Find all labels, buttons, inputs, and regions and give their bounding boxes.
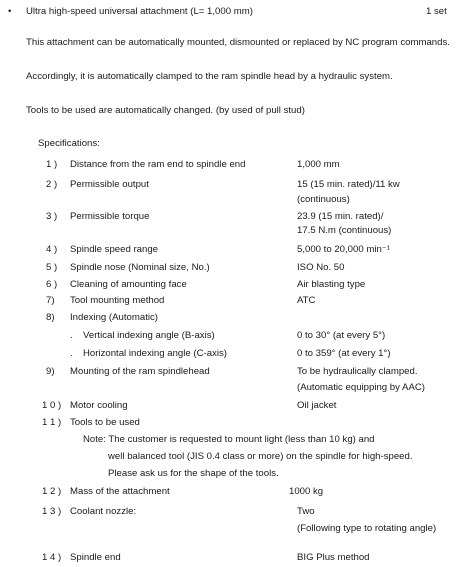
spec-value-continued: 17.5 N.m (continuous) (297, 225, 392, 236)
spec-number: 2 ) (46, 179, 58, 190)
spec-value: BIG Plus method (297, 552, 370, 563)
spec-label: Indexing (Automatic) (70, 312, 158, 323)
spec-value: To be hydraulically clamped. (297, 366, 418, 377)
paragraph-2: Accordingly, it is automatically clamped to the ram spindle head by a hydraulic system. (26, 71, 393, 82)
spec-label: Tools to be used (70, 417, 140, 428)
spec-value: 5,000 to 20,000 min⁻¹ (297, 244, 391, 255)
spec-number: 1 2 ) (42, 486, 62, 497)
spec-value: 0 to 30° (at every 5°) (297, 330, 386, 341)
spec-value: 23.9 (15 min. rated)/ (297, 211, 384, 222)
spec-number: 3 ) (46, 211, 58, 222)
spec-value-continued: (Following type to rotating angle) (297, 523, 437, 534)
spec-value: Oil jacket (297, 400, 337, 411)
paragraph-1: This attachment can be automatically mounted, dismounted or replaced by NC program commands. (26, 37, 450, 48)
spec-label: Coolant nozzle: (70, 506, 137, 517)
spec-value: 1,000 mm (297, 159, 340, 170)
bullet: • (8, 6, 12, 17)
spec-value-continued: (Automatic equipping by AAC) (297, 382, 425, 393)
spec-label: Mounting of the ram spindlehead (70, 366, 210, 377)
document-title: Ultra high-speed universal attachment (L= 1,000 mm) (26, 6, 253, 17)
spec-value: Air blasting type (297, 279, 366, 290)
spec-label: Spindle nose (Nominal size, No.) (70, 262, 210, 273)
spec-label: Tool mounting method (70, 295, 165, 306)
note-line-2: well balanced tool (JIS 0.4 class or more) on the spindle for high-speed. (108, 451, 413, 462)
spec-label: Permissible torque (70, 211, 150, 222)
spec-label: Spindle end (70, 552, 121, 563)
spec-label: Distance from the ram end to spindle end (70, 159, 246, 170)
spec-number: 8) (46, 312, 55, 323)
spec-number: 6 ) (46, 279, 58, 290)
spec-number: 1 0 ) (42, 400, 62, 411)
sub-bullet: . (70, 348, 73, 359)
spec-number: 7) (46, 295, 55, 306)
spec-label: Cleaning of amounting face (70, 279, 187, 290)
note-line-1: Note: The customer is requested to mount light (less than 10 kg) and (83, 434, 375, 445)
spec-value: 15 (15 min. rated)/11 kw (297, 179, 400, 190)
spec-number: 1 4 ) (42, 552, 62, 563)
spec-number: 1 1 ) (42, 417, 62, 428)
spec-label: Permissible output (70, 179, 149, 190)
quantity: 1 set (426, 6, 447, 17)
spec-label: Vertical indexing angle (B-axis) (83, 330, 215, 341)
spec-label: Mass of the attachment (70, 486, 170, 497)
paragraph-3: Tools to be used are automatically changed. (by used of pull stud) (26, 105, 305, 116)
specifications-heading: Specifications: (38, 138, 100, 149)
spec-number: 4 ) (46, 244, 58, 255)
sub-bullet: . (70, 330, 73, 341)
spec-number: 5 ) (46, 262, 58, 273)
spec-label: Motor cooling (70, 400, 128, 411)
note-line-3: Please ask us for the shape of the tools. (108, 468, 279, 479)
spec-number: 1 ) (46, 159, 58, 170)
spec-value: ISO No. 50 (297, 262, 345, 273)
spec-value: 0 to 359° (at every 1°) (297, 348, 391, 359)
spec-value-continued: (continuous) (297, 194, 350, 205)
spec-value: ATC (297, 295, 316, 306)
spec-number: 9) (46, 366, 55, 377)
spec-number: 1 3 ) (42, 506, 62, 517)
spec-label: Horizontal indexing angle (C-axis) (83, 348, 227, 359)
spec-value: 1000 kg (289, 486, 324, 497)
spec-value: Two (297, 506, 315, 517)
spec-label: Spindle speed range (70, 244, 159, 255)
